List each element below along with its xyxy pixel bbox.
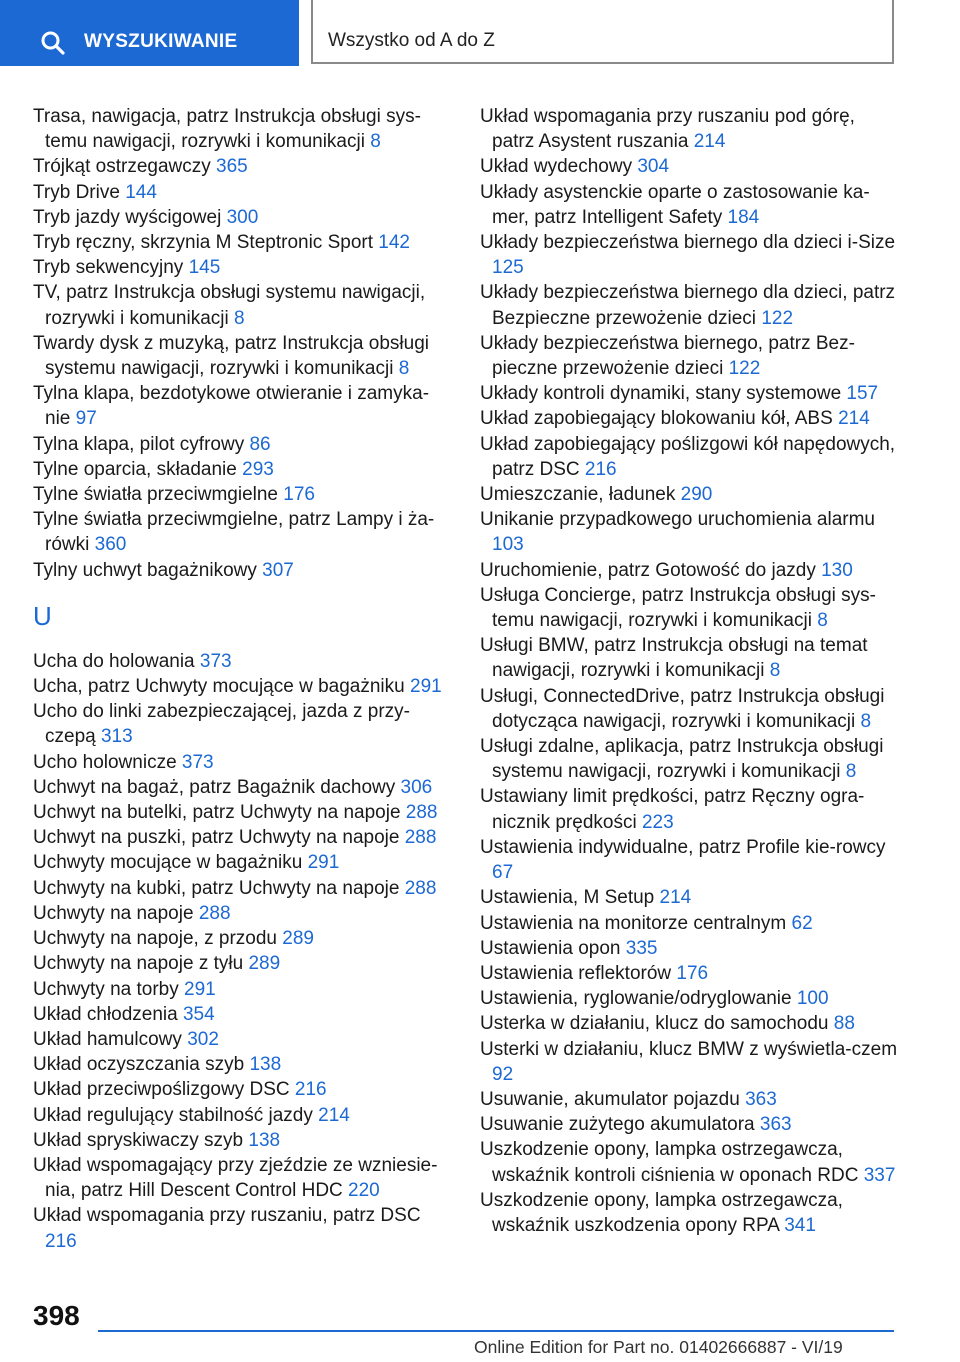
index-entry-text: Tryb ręczny, skrzynia M Steptronic Sport xyxy=(33,232,373,254)
index-entry xyxy=(480,482,900,507)
index-entry-text: Układy bezpieczeństwa biernego dla dzieci i-Size xyxy=(480,232,896,254)
index-entry xyxy=(33,255,445,280)
section-letter-u: U xyxy=(33,600,52,631)
index-entry xyxy=(33,674,445,699)
index-entry xyxy=(33,558,445,583)
index-page-link[interactable]: 341 xyxy=(784,1214,816,1236)
index-page-link[interactable]: 8 xyxy=(370,131,381,153)
index-page-link[interactable]: 8 xyxy=(769,660,781,682)
index-page-link[interactable]: 8 xyxy=(860,710,872,732)
index-entry-text: Uchwyty na napoje xyxy=(33,902,194,924)
index-column-left xyxy=(33,104,445,1254)
index-page-link[interactable]: 216 xyxy=(45,1230,77,1252)
page-number: 398 xyxy=(33,1300,80,1331)
index-page-link[interactable]: 103 xyxy=(492,534,524,556)
index-entry xyxy=(480,154,900,179)
index-page-link[interactable]: 289 xyxy=(248,953,281,975)
index-entry-text: Umieszczanie, ładunek xyxy=(480,484,676,506)
tab-a-to-z[interactable] xyxy=(311,0,894,64)
index-page-link[interactable]: 145 xyxy=(188,257,221,279)
index-page-link[interactable]: 307 xyxy=(262,559,294,581)
index-entry-text: Ucha do holowania xyxy=(33,650,195,672)
index-entry-text: Tryb Drive xyxy=(33,181,120,203)
index-entry-text: Uchwyty na napoje z tyłu xyxy=(33,953,244,975)
index-entry xyxy=(33,951,445,976)
index-page-link[interactable]: 88 xyxy=(833,1013,855,1035)
index-entry-text: Tylny uchwyt bagażnikowy xyxy=(33,559,257,581)
index-page-link[interactable]: 288 xyxy=(405,802,438,824)
index-page-link[interactable]: 214 xyxy=(659,887,692,909)
index-entry xyxy=(33,507,445,557)
index-entry-text: Układy asystenckie oparte o zastosowanie ka-mer, patrz Intelligent Safety xyxy=(480,181,870,228)
index-entry xyxy=(480,1011,900,1036)
index-entry xyxy=(33,1077,445,1102)
tab-a-to-z-label: Wszystko od A do Z xyxy=(328,30,495,51)
index-entry-text: Ustawienia reflektorów xyxy=(480,962,672,984)
index-entry-text: Uchwyt na bagaż, patrz Bagażnik dachowy xyxy=(33,776,396,798)
index-entry-text: Usuwanie, akumulator pojazdu xyxy=(480,1088,740,1110)
index-page-link[interactable]: 214 xyxy=(838,408,870,430)
index-entry xyxy=(480,684,900,734)
index-page-link[interactable]: 157 xyxy=(846,383,879,405)
index-entry xyxy=(33,154,445,179)
index-page-link[interactable]: 97 xyxy=(75,408,97,430)
index-entry-text: Uchwyt na butelki, patrz Uchwyty na napoje xyxy=(33,802,401,824)
index-entry xyxy=(480,1087,900,1112)
footer-divider xyxy=(98,1330,894,1332)
index-entry xyxy=(480,507,900,557)
search-button[interactable] xyxy=(0,0,299,66)
index-entry-text: Układ wspomagania przy ruszaniu pod górę, patrz Asystent ruszania xyxy=(480,106,855,153)
index-entry xyxy=(480,230,900,280)
index-entry-text: Tryb sekwencyjny xyxy=(33,257,184,279)
index-entry xyxy=(33,850,445,875)
index-page-link[interactable]: 291 xyxy=(307,852,340,874)
index-page-link[interactable]: 138 xyxy=(249,1054,282,1076)
index-entry-text: Układ regulujący stabilność jazdy xyxy=(33,1104,313,1126)
footer-edition-text: Online Edition for Part no. 01402666887 - VI/19 xyxy=(474,1337,843,1357)
index-page-link[interactable]: 86 xyxy=(249,433,271,455)
index-page-link[interactable]: 289 xyxy=(282,928,314,950)
index-entry-text: Układ oczyszczania szyb xyxy=(33,1054,245,1076)
index-entry-text: Ustawienia na monitorze centralnym xyxy=(480,912,787,934)
index-page-link[interactable]: 100 xyxy=(796,988,829,1010)
index-entry xyxy=(33,775,445,800)
index-page-link[interactable]: 337 xyxy=(863,1164,896,1186)
index-page-link[interactable]: 220 xyxy=(348,1180,380,1202)
index-entry xyxy=(33,876,445,901)
index-page-link[interactable]: 300 xyxy=(226,206,259,228)
index-page-link[interactable]: 214 xyxy=(693,131,726,153)
index-entry xyxy=(480,432,900,482)
index-page-link[interactable]: 360 xyxy=(94,534,127,556)
index-page-link[interactable]: 142 xyxy=(378,232,410,254)
index-entry xyxy=(480,331,900,381)
index-entry xyxy=(33,230,445,255)
index-entry xyxy=(33,280,445,330)
index-entry xyxy=(33,457,445,482)
index-entry-text: Układ zapobiegający poślizgowi kół napędowych, patrz DSC xyxy=(480,433,896,480)
index-page-link[interactable]: 8 xyxy=(398,358,410,380)
index-entry xyxy=(33,104,445,154)
index-entry-text: Uruchomienie, patrz Gotowość do jazdy xyxy=(480,559,816,581)
index-entry-text: Tylna klapa, bezdotykowe otwieranie i zamyka-nie xyxy=(33,383,430,430)
index-entry xyxy=(480,1037,900,1087)
index-entry xyxy=(33,1027,445,1052)
index-entry-text: Ustawienia, ryglowanie/odryglowanie xyxy=(480,988,792,1010)
index-entry xyxy=(480,1137,900,1187)
index-entry-text: Uchwyt na puszki, patrz Uchwyty na napoje xyxy=(33,827,400,849)
index-entry xyxy=(480,961,900,986)
index-entry-text: Usługi BMW, patrz Instrukcja obsługi na temat nawigacji, rozrywki i komunikacji xyxy=(480,635,868,682)
index-page-link[interactable]: 290 xyxy=(680,484,713,506)
index-page-link[interactable]: 216 xyxy=(584,458,617,480)
index-entry xyxy=(480,911,900,936)
index-entry-text: Usługa Concierge, patrz Instrukcja obsługi sys-temu nawigacji, rozrywki i komunikacji xyxy=(480,584,877,632)
index-page-link[interactable]: 67 xyxy=(492,862,514,884)
index-entry xyxy=(480,734,900,784)
index-entry-text: Układ hamulcowy xyxy=(33,1028,182,1050)
index-entry-text: Usuwanie zużytego akumulatora xyxy=(480,1114,755,1136)
index-entry-text: Usługi zdalne, aplikacja, patrz Instrukcja obsługi systemu nawigacji, rozrywki i komunikacji xyxy=(480,736,884,783)
index-page-link[interactable]: 373 xyxy=(199,650,232,672)
index-entry-text: Układ wspomagający przy zjeździe ze wzniesie-nia, patrz Hill Descent Control HDC xyxy=(33,1154,438,1202)
index-entry xyxy=(480,180,900,230)
index-page-link[interactable]: 304 xyxy=(637,156,670,178)
index-entry xyxy=(33,331,445,381)
search-icon xyxy=(40,30,66,56)
index-entry-text: Trasa, nawigacja, patrz Instrukcja obsługi sys-temu nawigacji, rozrywki i komunikacji xyxy=(33,106,421,153)
index-entry-text: Ustawienia opon xyxy=(480,937,621,959)
index-entry-text: Układ przeciwpoślizgowy DSC xyxy=(33,1079,290,1101)
index-page-link[interactable]: 288 xyxy=(198,902,231,924)
index-entry-text: Usterki w działaniu, klucz BMW z wyświetla-czem xyxy=(480,1038,898,1060)
index-entry xyxy=(33,432,445,457)
index-page-link[interactable]: 223 xyxy=(641,811,674,833)
index-entry xyxy=(33,1203,445,1253)
index-entry-text: Układ zapobiegający blokowaniu kół, ABS xyxy=(480,408,833,430)
index-page-link[interactable]: 125 xyxy=(492,257,524,279)
index-page-link[interactable]: 8 xyxy=(817,610,828,632)
index-column-right xyxy=(480,104,900,1238)
index-page-link[interactable]: 373 xyxy=(181,751,214,773)
index-entry xyxy=(33,750,445,775)
index-entry-text: Unikanie przypadkowego uruchomienia alarmu xyxy=(480,509,875,531)
index-page-link[interactable]: 291 xyxy=(410,676,442,698)
index-entry-text: Twardy dysk z muzyką, patrz Instrukcja obsługi systemu nawigacji, rozrywki i komunikacji xyxy=(33,332,429,380)
index-entry xyxy=(480,784,900,834)
index-page-link[interactable]: 291 xyxy=(184,978,216,1000)
index-entry xyxy=(480,406,900,431)
index-page-link[interactable]: 354 xyxy=(182,1003,215,1025)
index-entry xyxy=(480,885,900,910)
index-entry xyxy=(33,180,445,205)
index-entry xyxy=(480,381,900,406)
search-button-label: WYSZUKIWANIE xyxy=(84,31,238,52)
index-entry-text: Uchwyty na torby xyxy=(33,978,179,1000)
index-entry-text: Ustawiany limit prędkości, patrz Ręczny ogra-nicznik prędkości xyxy=(480,786,865,833)
index-entry-text: Układ wspomagania przy ruszaniu, patrz DSC xyxy=(33,1205,421,1227)
index-entry xyxy=(33,800,445,825)
index-entry xyxy=(480,986,900,1011)
index-entry xyxy=(480,1188,900,1238)
index-page-link[interactable]: 8 xyxy=(845,761,857,783)
index-entry xyxy=(33,977,445,1002)
index-page-link[interactable]: 363 xyxy=(745,1088,777,1110)
index-page-link[interactable]: 8 xyxy=(233,307,245,329)
index-page-link[interactable]: 365 xyxy=(216,156,248,178)
index-page-link[interactable]: 288 xyxy=(404,827,437,849)
index-entry-text: Uszkodzenie opony, lampka ostrzegawcza, wskaźnik kontroli ciśnienia w oponach RDC xyxy=(480,1139,859,1186)
index-page-link[interactable]: 176 xyxy=(283,484,315,506)
index-entry-text: Tylne światła przeciwmgielne xyxy=(33,484,278,506)
index-entry xyxy=(33,1002,445,1027)
index-page-link[interactable]: 62 xyxy=(791,912,813,934)
index-entry xyxy=(33,205,445,230)
index-entry xyxy=(33,482,445,507)
index-page-link[interactable]: 363 xyxy=(759,1114,792,1136)
index-entry xyxy=(33,926,445,951)
index-page-link[interactable]: 306 xyxy=(400,776,433,798)
index-entry xyxy=(480,583,900,633)
index-entry-text: TV, patrz Instrukcja obsługi systemu nawigacji, rozrywki i komunikacji xyxy=(33,282,426,329)
index-entry xyxy=(33,1103,445,1128)
index-entry xyxy=(480,936,900,961)
index-entry xyxy=(33,649,445,674)
index-entry xyxy=(480,280,900,330)
index-entry-text: Uchwyty mocujące w bagażniku xyxy=(33,852,303,874)
index-entry xyxy=(33,825,445,850)
index-entry-text: Usterka w działaniu, klucz do samochodu xyxy=(480,1013,829,1035)
index-entry-text: Ucha, patrz Uchwyty mocujące w bagażniku xyxy=(33,676,405,698)
index-page-link[interactable]: 122 xyxy=(761,307,794,329)
index-entry-text: Tryb jazdy wyścigowej xyxy=(33,206,222,228)
index-entry-text: Tylne oparcia, składanie xyxy=(33,458,237,480)
index-entry-text: Ustawienia indywidualne, patrz Profile kie-rowcy xyxy=(480,836,886,858)
index-entry-text: Układ wydechowy xyxy=(480,156,633,178)
index-page-link[interactable]: 138 xyxy=(248,1129,281,1151)
index-entry-text: Układy kontroli dynamiki, stany systemowe xyxy=(480,383,842,405)
index-page-link[interactable]: 293 xyxy=(242,458,274,480)
index-entry-text: Układ chłodzenia xyxy=(33,1003,178,1025)
index-entry-text: Układy bezpieczeństwa biernego, patrz Bez-pieczne przewożenie dzieci xyxy=(480,332,855,380)
index-list-u-continued xyxy=(480,104,900,1238)
index-entry xyxy=(33,1128,445,1153)
index-entry xyxy=(33,1153,445,1203)
index-entry-text: Układy bezpieczeństwa biernego dla dzieci, patrz Bezpieczne przewożenie dzieci xyxy=(480,282,896,329)
index-entry-text: Usługi, ConnectedDrive, patrz Instrukcja obsługi dotycząca nawigacji, rozrywki i komunikacji xyxy=(480,685,885,732)
index-entry-text: Układ spryskiwaczy szyb xyxy=(33,1129,244,1151)
index-entry xyxy=(480,558,900,583)
index-entry xyxy=(33,699,445,749)
index-entry-text: Ucho do linki zabezpieczającej, jazda z przy-czepą xyxy=(33,701,411,748)
index-entry xyxy=(33,901,445,926)
index-entry-text: Uchwyty na kubki, patrz Uchwyty na napoje xyxy=(33,877,400,899)
index-page-link[interactable]: 122 xyxy=(728,358,761,380)
index-entry xyxy=(33,1052,445,1077)
index-page-link[interactable]: 144 xyxy=(125,181,157,203)
index-page-link[interactable]: 335 xyxy=(625,937,658,959)
index-entry-text: Trójkąt ostrzegawczy xyxy=(33,156,211,178)
top-navigation xyxy=(0,0,960,66)
index-entry-text: Tylna klapa, pilot cyfrowy xyxy=(33,433,245,455)
index-entry-text: Tylne światła przeciwmgielne, patrz Lampy i ża-rówki xyxy=(33,509,435,556)
index-entry-text: Ucho holownicze xyxy=(33,751,177,773)
index-page-link[interactable]: 184 xyxy=(727,206,760,228)
index-entry-text: Ustawienia, M Setup xyxy=(480,887,655,909)
index-list-u xyxy=(33,649,445,1254)
index-entry xyxy=(480,633,900,683)
index-page-link[interactable]: 216 xyxy=(294,1079,327,1101)
index-entry xyxy=(480,104,900,154)
index-page-link[interactable]: 214 xyxy=(318,1104,350,1126)
index-entry xyxy=(33,381,445,431)
index-page-link[interactable]: 313 xyxy=(100,726,133,748)
index-page-link[interactable]: 130 xyxy=(821,559,853,581)
index-page-link[interactable]: 176 xyxy=(676,962,709,984)
index-entry-text: Uchwyty na napoje, z przodu xyxy=(33,928,277,950)
index-list-t xyxy=(33,104,445,583)
index-page-link[interactable]: 302 xyxy=(187,1028,219,1050)
index-entry-text: Uszkodzenie opony, lampka ostrzegawcza, wskaźnik uszkodzenia opony RPA xyxy=(480,1189,843,1236)
index-page-link[interactable]: 92 xyxy=(492,1063,514,1085)
index-entry xyxy=(480,1112,900,1137)
index-entry xyxy=(480,835,900,885)
index-page-link[interactable]: 288 xyxy=(404,877,437,899)
